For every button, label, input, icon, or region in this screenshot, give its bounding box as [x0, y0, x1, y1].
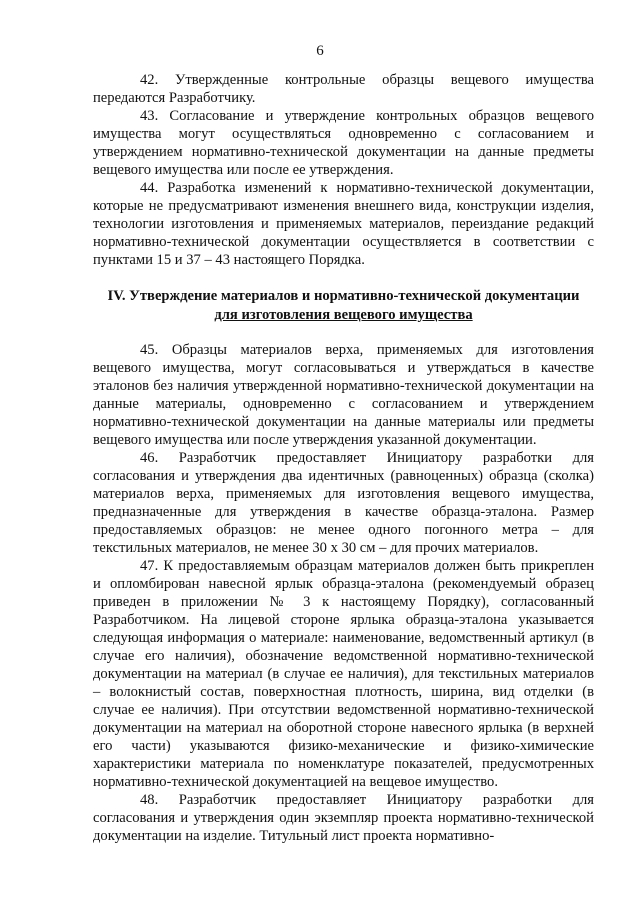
paragraph-45: 45. Образцы материалов верха, применяемых для изготовления вещевого имущества, могут согласовываться и утверждаться в качестве эталонов без наличия утвержденной нормативно-технической документации на данные материалы, одновременно с согласованием и утверждением нормативно-технической документации на данные материалы или предметы вещевого имущества или после утверждения указанной документации.	[93, 342, 594, 448]
section-heading	[93, 287, 594, 325]
document-body	[93, 71, 594, 845]
section-heading-line2: для изготовления вещевого имущества	[214, 307, 473, 323]
paragraph-48: 48. Разработчик предоставляет Инициатору разработки для согласования и утверждения один экземпляр проекта нормативно-технической документации на изделие. Титульный лист проекта нормативно-	[93, 792, 594, 844]
paragraph-47: 47. К предоставляемым образцам материалов должен быть прикреплен и опломбирован навесной ярлык образца-эталона (рекомендуемый образец приведен в приложении № 3 к настоящему Порядку), согласованный Разработчиком. На лицевой стороне ярлыка образца-эталона указывается следующая информация о материале: наименование, ведомственный артикул (в случае его наличия), обозначение ведомственной нормативно-технической документации на материал (в случае ее наличия), для текстильных материалов – волокнистый состав, поверхностная плотность, ширина, вид отделки (в случае ее наличия). При отсутствии ведомственной нормативно-технической документации на материал на оборотной стороне навесного ярлыка (в верхней его части) указываются физико-механические и физико-химические характеристики материала по номенклатуре показателей, предусмотренных нормативно-технической документацией на вещевое имущество.	[93, 558, 594, 790]
paragraph-42: 42. Утвержденные контрольные образцы вещевого имущества передаются Разработчику.	[93, 72, 594, 106]
paragraph-43: 43. Согласование и утверждение контрольных образцов вещевого имущества могут осуществляться одновременно с согласованием и утверждением нормативно-технической документации на данные предметы вещевого имущества или после ее утверждения.	[93, 108, 594, 178]
paragraph-46: 46. Разработчик предоставляет Инициатору разработки для согласования и утверждения два идентичных (равноценных) образца (сколка) материалов верха, применяемых для изготовления вещевого имущества, предназначенные для утверждения в качестве образца-эталона. Размер предоставляемых образцов: не менее одного погонного метра – для текстильных материалов, не менее 30 х 30 см – для прочих материалов.	[93, 450, 594, 556]
paragraph-44: 44. Разработка изменений к нормативно-технической документации, которые не предусматривают изменения внешнего вида, конструкции изделия, технологии изготовления и применяемых материалов, переиздание редакций нормативно-технической документации осуществляется в соответствии с пунктами 15 и 37 – 43 настоящего Порядка.	[93, 180, 594, 268]
section-heading-line1: IV. Утверждение материалов и нормативно-технической документации	[107, 288, 580, 304]
page-number: 6	[316, 43, 324, 59]
